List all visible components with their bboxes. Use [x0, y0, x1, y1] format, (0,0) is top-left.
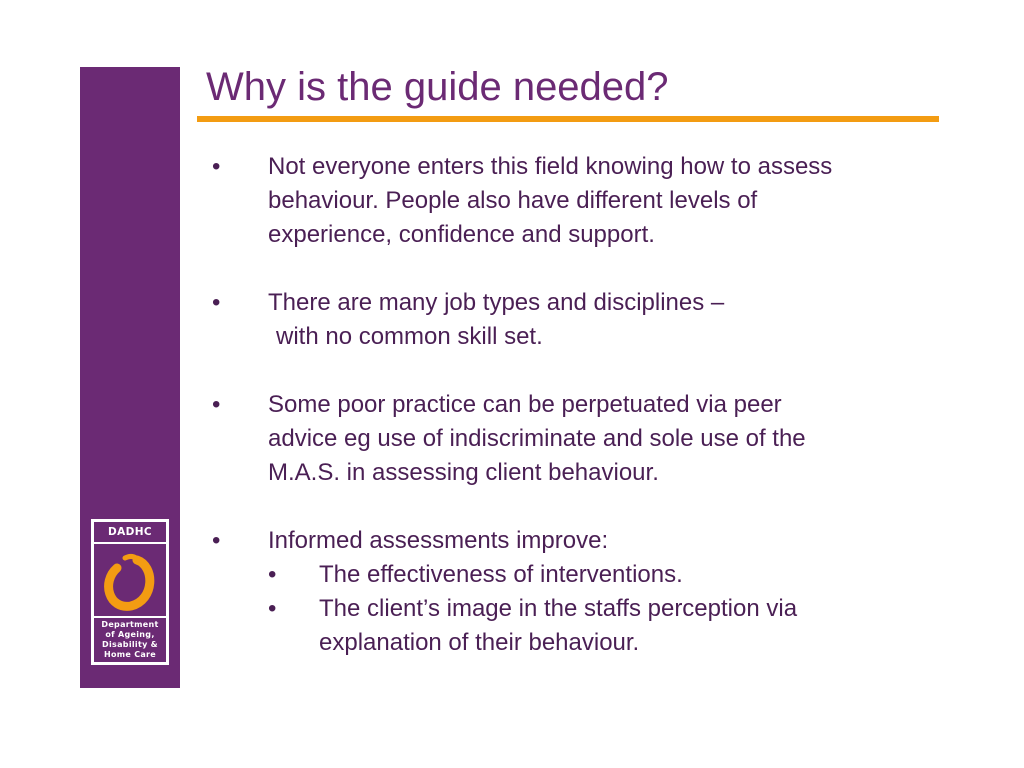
bullet-text-line: There are many job types and disciplines –: [268, 289, 725, 316]
bullet-icon: •: [212, 527, 221, 554]
logo-name-line: of Ageing,: [105, 630, 155, 639]
bullet-text-line: Informed assessments improve:: [268, 527, 609, 554]
bullet-item: [212, 388, 947, 490]
sub-bullet-item: [268, 558, 947, 592]
bullet-text-line: Not everyone enters this field knowing how to assess: [268, 153, 833, 180]
bullet-text-line: advice eg use of indiscriminate and sole use of the: [268, 425, 806, 452]
logo-department-name: [96, 620, 164, 660]
bullet-list: [212, 150, 947, 660]
bullet-text-line: behaviour. People also have different levels of: [268, 187, 758, 214]
logo-name-line: Disability &: [102, 640, 158, 649]
logo-panel: [94, 522, 166, 662]
bullet-item: [212, 524, 947, 660]
bullet-icon: •: [212, 289, 221, 316]
bullet-text-line: with no common skill set.: [276, 323, 543, 350]
title-underline: [197, 116, 939, 122]
bullet-icon: •: [212, 153, 221, 180]
orange-ring-icon: [103, 552, 157, 612]
sub-bullet-text-line: explanation of their behaviour.: [319, 629, 640, 656]
logo-name-line: Home Care: [103, 650, 157, 659]
sub-bullet-icon: •: [268, 561, 277, 588]
bullet-icon: •: [212, 391, 221, 418]
slide-title: Why is the guide needed?: [206, 65, 669, 109]
logo-abbreviation: DADHC: [107, 526, 153, 538]
bullet-text-line: Some poor practice can be perpetuated via peer: [268, 391, 782, 418]
bullet-text-line: M.A.S. in assessing client behaviour.: [268, 459, 659, 486]
sub-bullet-text-line: The client’s image in the staffs perception via: [319, 595, 798, 622]
sub-bullet-icon: •: [268, 595, 277, 622]
logo-divider-top: [94, 542, 166, 544]
left-sidebar-band: [80, 67, 180, 688]
bullet-text-line: experience, confidence and support.: [268, 221, 655, 248]
bullet-item: [212, 286, 947, 354]
bullet-item: [212, 150, 947, 252]
logo-divider-bottom: [94, 616, 166, 618]
sub-bullet-text-line: The effectiveness of interventions.: [319, 561, 683, 588]
dadhc-logo: [91, 519, 169, 665]
sub-bullet-item: [268, 592, 947, 660]
logo-name-line: Department: [101, 620, 159, 629]
